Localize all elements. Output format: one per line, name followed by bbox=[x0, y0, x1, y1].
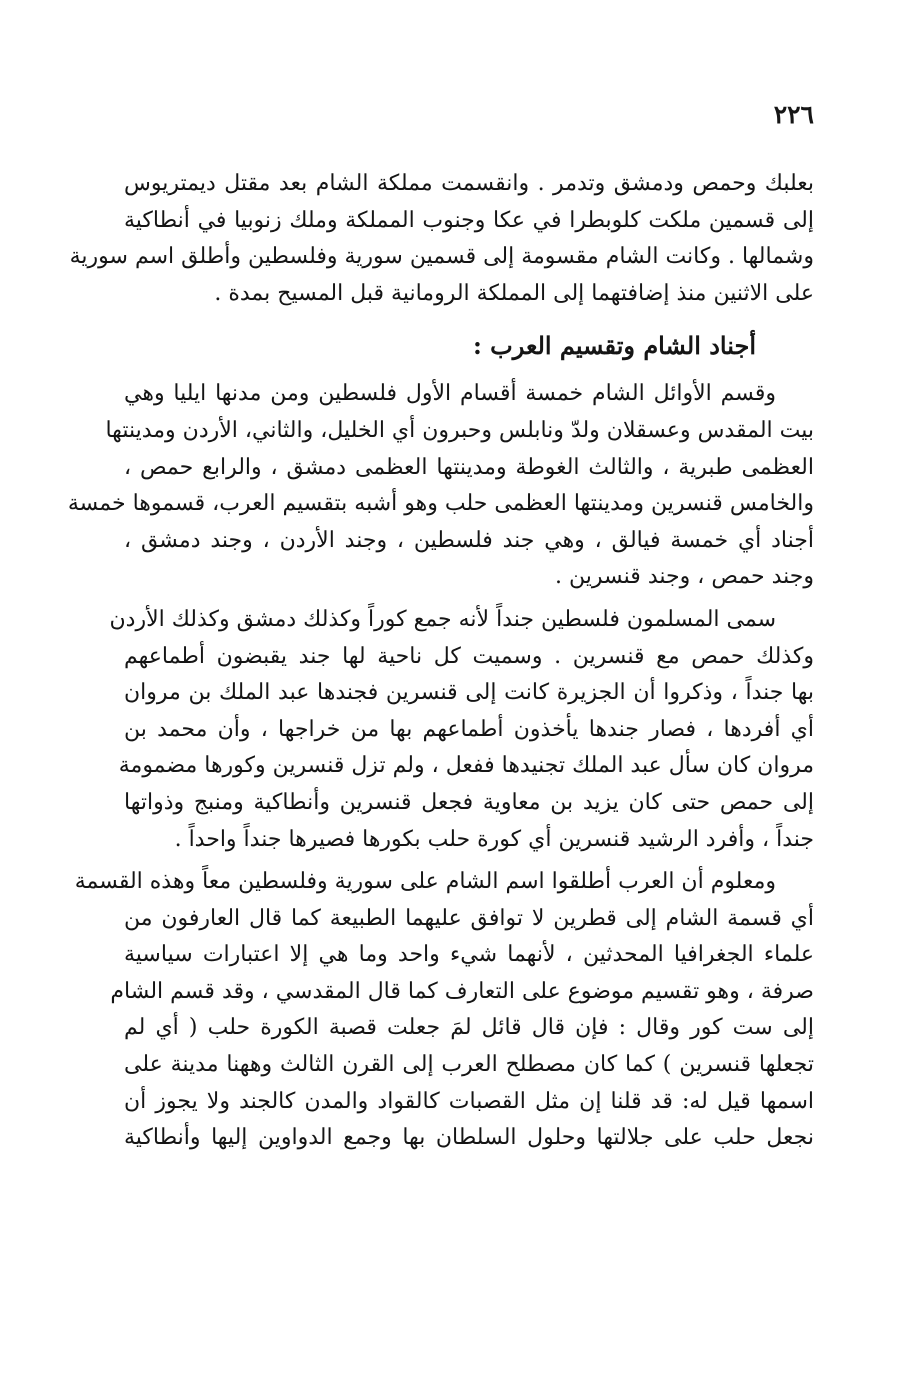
text-line: بيت المقدس وعسقلان ولدّ ونابلس وحبرون أي الخليل، والثاني، الأردن ومدينتها bbox=[105, 417, 814, 443]
paragraph-3 bbox=[109, 602, 814, 858]
text-line: وجند حمص ، وجند قنسرين . bbox=[555, 564, 814, 590]
text-line: وكذلك حمص مع قنسرين . وسميت كل ناحية لها جند يقبضون أطماعهم bbox=[124, 643, 814, 669]
text-line: بها جنداً ، وذكروا أن الجزيرة كانت إلى قنسرين فجندها عبد الملك بن مروان bbox=[124, 680, 814, 706]
text-line: إلى حمص حتى كان يزيد بن معاوية فجعل قنسرين وأنطاكية ومنبج وذواتها bbox=[124, 789, 814, 815]
text-line: وقسم الأوائل الشام خمسة أقسام الأول فلسطين ومن مدنها ايليا وهي bbox=[124, 381, 776, 407]
text-line: جنداً ، وأفرد الرشيد قنسرين أي كورة حلب بكورها فصيرها جنداً واحداً . bbox=[174, 826, 814, 852]
text-line: علماء الجغرافيا المحدثين ، لأنهما شيء واحد وما هي إلا اعتبارات سياسية bbox=[124, 942, 814, 968]
text-line: اسمها قيل له: قد قلنا إن مثل القصبات كالقواد والمدن كالجند ولا يجوز أن bbox=[124, 1088, 814, 1114]
paragraph-4 bbox=[74, 864, 814, 1157]
text-line: تجعلها قنسرين ) كما كان مصطلح العرب إلى القرن الثالث وههنا مدينة على bbox=[124, 1052, 814, 1078]
text-line: على الاثنين منذ إضافتهما إلى المملكة الرومانية قبل المسيح بمدة . bbox=[214, 280, 814, 306]
text-line: والخامس قنسرين ومدينتها العظمى حلب وهو أشبه بتقسيم العرب، قسموها خمسة bbox=[67, 491, 814, 517]
text-line: أجناد أي خمسة فيالق ، وهي جند فلسطين ، وجند الأردن ، وجند دمشق ، bbox=[124, 527, 814, 553]
text-line: صرفة ، وهو تقسيم موضوع على التعارف كما قال المقدسي ، وقد قسم الشام bbox=[110, 978, 814, 1004]
text-line: أي أفردها ، فصار جندها يأخذون أطماعهم بها من خراجها ، وأن محمد بن bbox=[124, 716, 814, 742]
text-line: أي قسمة الشام إلى قطرين لا توافق عليهما الطبيعة كما قال العارفون من bbox=[124, 905, 814, 931]
text-line: بعلبك وحمص ودمشق وتدمر . وانقسمت مملكة الشام بعد مقتل ديمتريوس bbox=[124, 171, 814, 196]
text-line: العظمى طبرية ، والثالث الغوطة ومدينتها العظمى دمشق ، والرابع حمص ، bbox=[124, 454, 814, 480]
section-heading: أجناد الشام وتقسيم العرب : bbox=[472, 331, 756, 361]
text-line: إلى ست كور وقال : فإن قال قائل لمَ جعلت قصبة الكورة حلب ( أي لم bbox=[124, 1015, 814, 1041]
text-line: إلى قسمين ملكت كلوبطرا في عكا وجنوب المملكة وملك زنوبيا في أنطاكية bbox=[124, 207, 814, 233]
text-line: نجعل حلب على جلالتها وحلول السلطان بها وجمع الدواوين إليها وأنطاكية bbox=[124, 1125, 814, 1151]
paragraph-2 bbox=[67, 376, 814, 596]
page-number: ٢٢٦ bbox=[773, 100, 814, 129]
text-line: سمى المسلمون فلسطين جنداً لأنه جمع كوراً وكذلك دمشق وكذلك الأردن bbox=[109, 606, 776, 632]
text-line: وشمالها . وكانت الشام مقسومة إلى قسمين سورية وفلسطين وأطلق اسم سورية bbox=[69, 244, 814, 270]
text-line: ومعلوم أن العرب أطلقوا اسم الشام على سورية وفلسطين معاً وهذه القسمة bbox=[74, 869, 776, 895]
body-text bbox=[67, 166, 814, 1157]
text-line: مروان كان سأل عبد الملك تجنيدها ففعل ، ولم تزل قنسرين وكورها مضمومة bbox=[118, 753, 814, 779]
paragraph-1 bbox=[69, 166, 814, 312]
